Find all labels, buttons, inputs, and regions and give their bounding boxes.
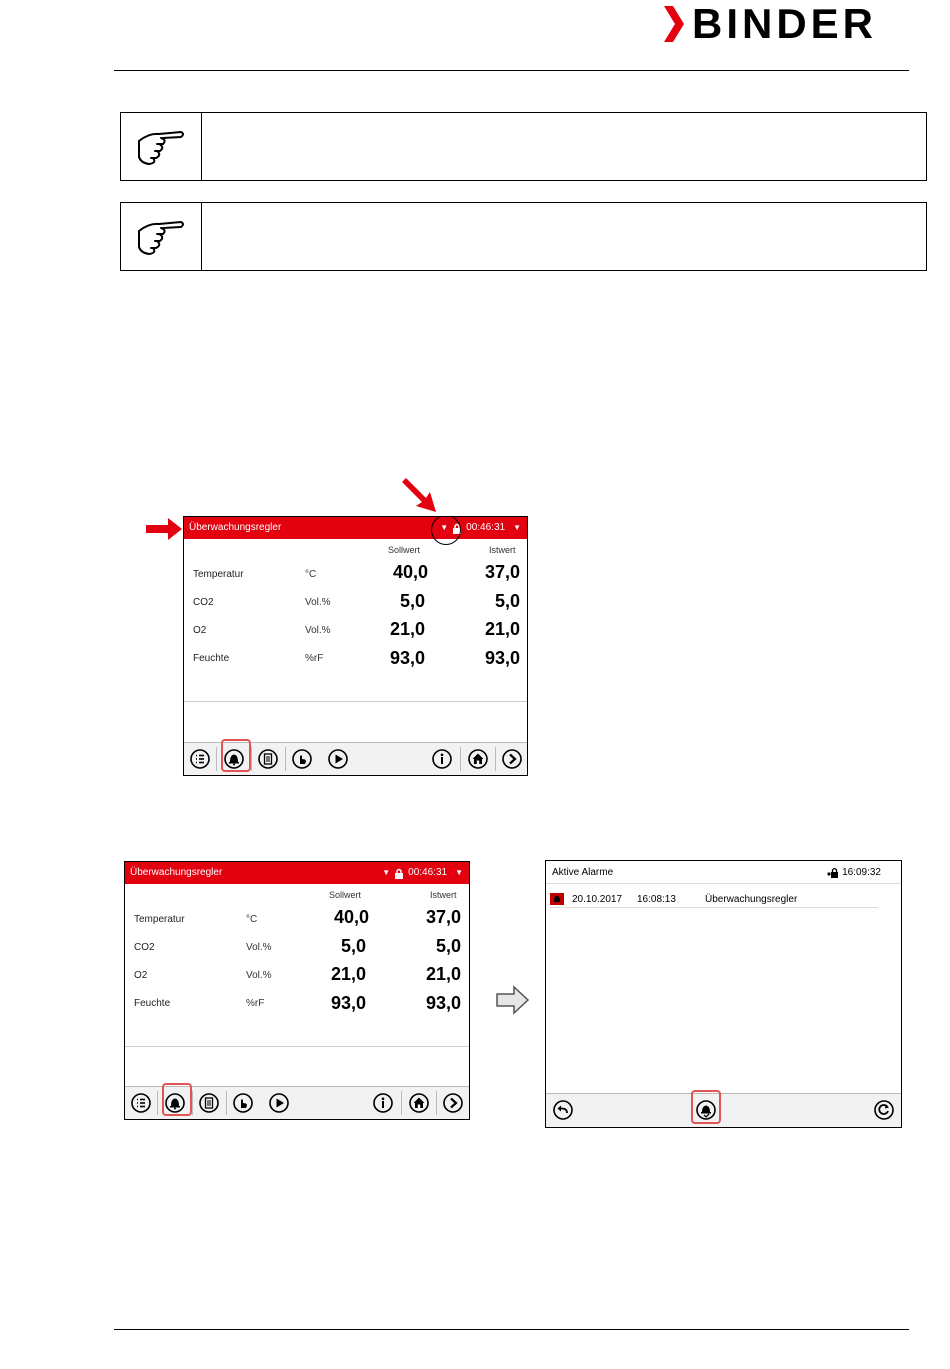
dropdown-icon[interactable]: ▼ bbox=[440, 523, 449, 532]
controller-screen-1 bbox=[183, 516, 528, 776]
title-divider bbox=[546, 883, 901, 884]
annotation-arrow-status-icon bbox=[402, 478, 438, 514]
toolbar-divider bbox=[285, 747, 286, 771]
right-arrow-icon bbox=[496, 985, 530, 1015]
notepad-icon[interactable] bbox=[258, 749, 278, 769]
title-bar bbox=[184, 517, 527, 539]
toolbar-divider bbox=[226, 1091, 227, 1115]
toolbar-divider bbox=[192, 1091, 193, 1115]
binder-logo-mark-icon bbox=[664, 6, 684, 42]
screen-title: Aktive Alarme bbox=[552, 867, 614, 878]
note-icon-cell bbox=[121, 113, 202, 180]
row-unit: %rF bbox=[305, 653, 324, 664]
screen-title: Überwachungsregler bbox=[189, 522, 282, 533]
lock-icon bbox=[827, 867, 839, 878]
row-label: Temperatur bbox=[193, 569, 244, 580]
alarm-active-icon bbox=[550, 893, 564, 905]
refresh-icon[interactable] bbox=[874, 1100, 894, 1120]
row-label: Temperatur bbox=[134, 914, 185, 925]
screen-title: Überwachungsregler bbox=[130, 867, 223, 878]
setpoint-value[interactable]: 40,0 bbox=[333, 907, 369, 927]
col-header-actual: Istwert bbox=[489, 545, 516, 555]
home-icon[interactable] bbox=[409, 1093, 429, 1113]
alarm-source: Überwachungsregler bbox=[705, 893, 798, 905]
pointing-hand-icon bbox=[135, 125, 187, 169]
row-unit: %rF bbox=[246, 998, 265, 1009]
title-bar bbox=[125, 862, 469, 884]
actual-value: 21,0 bbox=[484, 619, 520, 639]
alarm-list-item[interactable] bbox=[550, 891, 878, 908]
acknowledge-highlight bbox=[691, 1090, 721, 1124]
row-label: O2 bbox=[193, 625, 207, 636]
col-header-setpoint: Sollwert bbox=[329, 890, 362, 900]
touch-icon[interactable] bbox=[292, 749, 312, 769]
menu-list-icon[interactable] bbox=[190, 749, 210, 769]
next-icon[interactable] bbox=[502, 749, 522, 769]
actual-value: 37,0 bbox=[484, 562, 520, 582]
bottom-toolbar bbox=[546, 1093, 901, 1127]
active-alarms-screen bbox=[545, 860, 902, 1128]
notepad-icon[interactable] bbox=[199, 1093, 219, 1113]
touch-icon[interactable] bbox=[233, 1093, 253, 1113]
toolbar-divider bbox=[401, 1091, 402, 1115]
content-divider bbox=[184, 701, 527, 702]
note-box-2 bbox=[120, 202, 927, 271]
content-divider bbox=[125, 1046, 469, 1047]
alarm-time: 16:08:13 bbox=[637, 893, 676, 905]
setpoint-value[interactable]: 21,0 bbox=[330, 964, 366, 984]
note-box-1 bbox=[120, 112, 927, 181]
controller-screen-2 bbox=[124, 861, 470, 1120]
row-unit: Vol.% bbox=[305, 625, 331, 636]
toolbar-divider bbox=[157, 1091, 158, 1115]
footer-divider bbox=[114, 1329, 909, 1330]
binder-logo bbox=[664, 0, 910, 47]
row-unit: °C bbox=[246, 914, 258, 925]
info-icon[interactable] bbox=[373, 1093, 393, 1113]
dropdown-icon[interactable]: ▼ bbox=[455, 868, 463, 877]
play-icon[interactable] bbox=[328, 749, 348, 769]
dropdown-icon[interactable]: ▼ bbox=[382, 868, 391, 877]
row-label: CO2 bbox=[134, 942, 155, 953]
clock-time: 00:46:31 bbox=[408, 867, 448, 878]
brand-name: BINDER bbox=[692, 0, 878, 47]
header-divider bbox=[114, 70, 909, 71]
status-highlight-circle bbox=[431, 516, 461, 545]
status-area bbox=[827, 867, 881, 878]
setpoint-value[interactable]: 93,0 bbox=[330, 993, 366, 1013]
next-icon[interactable] bbox=[443, 1093, 463, 1113]
toolbar-divider bbox=[251, 747, 252, 771]
row-unit: °C bbox=[305, 569, 317, 580]
actual-value: 93,0 bbox=[484, 648, 520, 668]
setpoint-value[interactable]: 5,0 bbox=[399, 591, 425, 611]
setpoint-value[interactable]: 5,0 bbox=[340, 936, 366, 956]
row-label: Feuchte bbox=[193, 653, 230, 664]
toolbar-divider bbox=[460, 747, 461, 771]
info-icon[interactable] bbox=[432, 749, 452, 769]
dropdown-icon[interactable]: ▼ bbox=[513, 523, 521, 532]
actual-value: 21,0 bbox=[425, 964, 461, 984]
bottom-toolbar bbox=[184, 742, 527, 775]
setpoint-value[interactable]: 40,0 bbox=[392, 562, 428, 582]
annotation-arrow-title-icon bbox=[146, 518, 182, 540]
play-icon[interactable] bbox=[269, 1093, 289, 1113]
actual-value: 37,0 bbox=[425, 907, 461, 927]
row-label: O2 bbox=[134, 970, 148, 981]
row-unit: Vol.% bbox=[246, 970, 272, 981]
alarm-highlight bbox=[221, 739, 251, 772]
clock-time: 16:09:32 bbox=[842, 867, 881, 878]
toolbar-divider bbox=[436, 1091, 437, 1115]
pointing-hand-icon bbox=[135, 215, 187, 259]
bottom-toolbar bbox=[125, 1086, 469, 1119]
home-icon[interactable] bbox=[468, 749, 488, 769]
row-label: Feuchte bbox=[134, 998, 171, 1009]
setpoint-value[interactable]: 93,0 bbox=[389, 648, 425, 668]
actual-value: 93,0 bbox=[425, 993, 461, 1013]
actual-value: 5,0 bbox=[494, 591, 520, 611]
menu-list-icon[interactable] bbox=[131, 1093, 151, 1113]
row-unit: Vol.% bbox=[246, 942, 272, 953]
back-icon[interactable] bbox=[553, 1100, 573, 1120]
col-header-actual: Istwert bbox=[430, 890, 457, 900]
toolbar-divider bbox=[216, 747, 217, 771]
row-label: CO2 bbox=[193, 597, 214, 608]
col-header-setpoint: Sollwert bbox=[388, 545, 421, 555]
lock-icon bbox=[394, 868, 404, 879]
alarm-date: 20.10.2017 bbox=[572, 893, 623, 905]
setpoint-value[interactable]: 21,0 bbox=[389, 619, 425, 639]
note-icon-cell bbox=[121, 203, 202, 270]
toolbar-divider bbox=[495, 747, 496, 771]
clock-time: 00:46:31 bbox=[466, 522, 506, 533]
actual-value: 5,0 bbox=[435, 936, 461, 956]
alarm-highlight bbox=[162, 1083, 192, 1116]
row-unit: Vol.% bbox=[305, 597, 331, 608]
